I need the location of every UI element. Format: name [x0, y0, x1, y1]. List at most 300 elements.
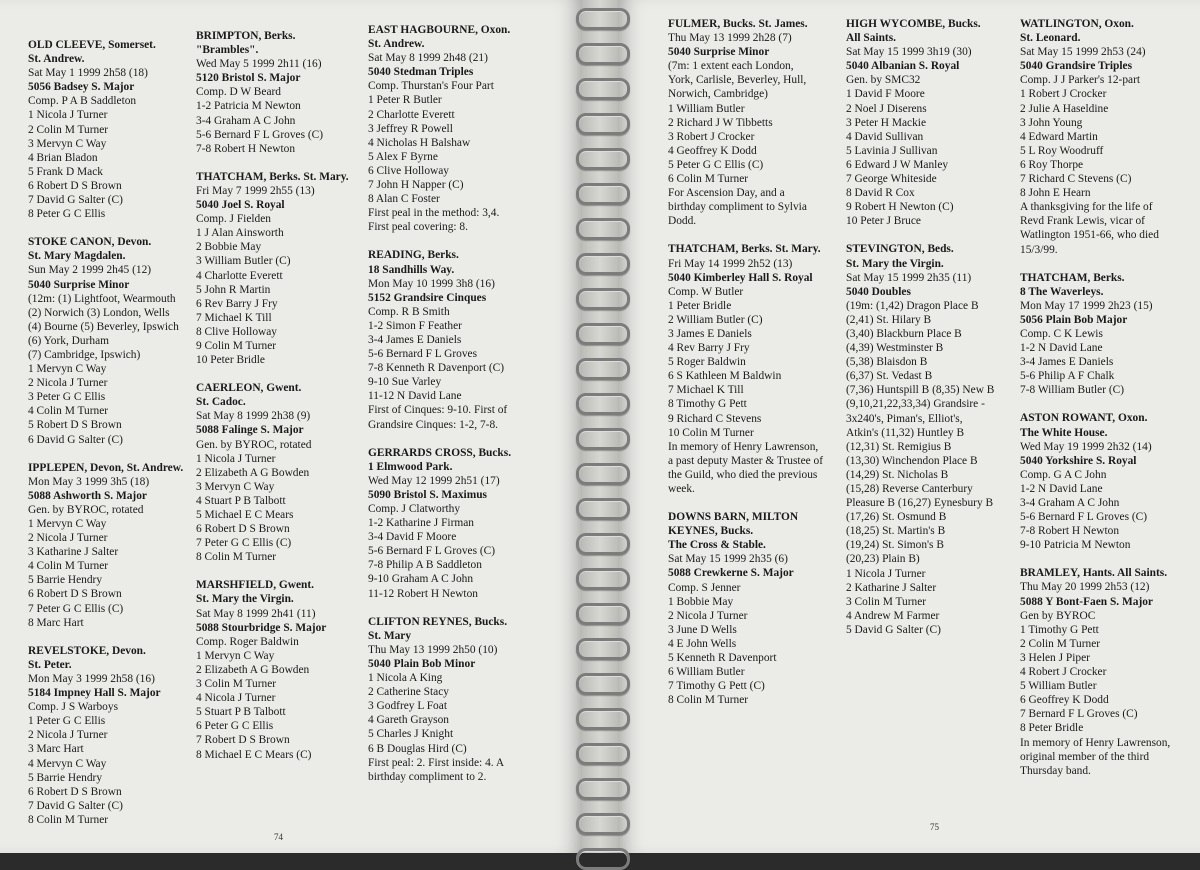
record-line: Wed May 5 1999 2h11 (16) — [196, 58, 322, 71]
record-line: 4 Charlotte Everett — [196, 269, 283, 282]
record-line: Mon May 10 1999 3h8 (16) — [368, 277, 495, 290]
record-line: 7 David G Salter (C) — [28, 194, 123, 207]
record-line: Sat May 15 1999 2h35 (6) — [668, 553, 788, 566]
record-line: 4 Andrew M Farmer — [846, 609, 940, 622]
record-line: 1 Peter G C Ellis — [28, 715, 106, 728]
record-line: Norwich, Cambridge) — [668, 88, 768, 101]
record-line: 8 Peter Bridle — [1020, 722, 1084, 735]
record-line: Wed May 19 1999 2h32 (14) — [1020, 440, 1152, 453]
record-place: KEYNES, Bucks. — [668, 525, 754, 538]
spiral-coil — [576, 358, 630, 380]
record-line: 5 David G Salter (C) — [846, 623, 941, 636]
record-line: 6 S Kathleen M Baldwin — [668, 370, 782, 383]
record-line: 4 Mervyn C Way — [28, 757, 107, 770]
record-line: 6 Colin M Turner — [668, 173, 749, 186]
record-line: 4 Geoffrey K Dodd — [668, 144, 757, 157]
record-line: 4 Stuart P B Talbott — [196, 494, 286, 507]
record-method: 5056 Plain Bob Major — [1020, 313, 1128, 326]
record-place: STEVINGTON, Beds. — [846, 243, 954, 256]
record-line: Thu May 20 1999 2h53 (12) — [1020, 581, 1150, 594]
record-place: IPPLEPEN, Devon, St. Andrew. — [28, 461, 184, 474]
peal-record — [1020, 411, 1195, 552]
record-line: 7-8 Robert H Newton — [196, 142, 296, 155]
record-place: St. Leonard. — [1020, 32, 1081, 45]
record-line: 8 Alan C Foster — [368, 193, 440, 206]
record-line: 2 Nicola J Turner — [668, 609, 748, 622]
record-line: 7-8 Philip A B Saddleton — [368, 559, 482, 572]
record-line: 3 Jeffrey R Powell — [368, 122, 453, 135]
record-place: The White House. — [1020, 426, 1108, 439]
peal-record — [196, 381, 366, 564]
page-number-right: 75 — [930, 822, 939, 832]
record-line: 2 Catherine Stacy — [368, 686, 449, 699]
record-line: (18,25) St. Martin's B — [846, 525, 946, 538]
record-line: 6 David G Salter (C) — [28, 433, 123, 446]
record-line: Gen. by BYROC, rotated — [28, 503, 144, 516]
record-line: 7 George Whiteside — [846, 173, 937, 186]
record-line: 6 William Butler — [668, 666, 745, 679]
record-place: THATCHAM, Berks. St. Mary. — [196, 170, 349, 183]
record-place: FULMER, Bucks. St. James. — [668, 18, 808, 30]
record-method: 5088 Stourbridge S. Major — [196, 621, 327, 634]
record-line: Grandsire Cinques: 1-2, 7-8. — [368, 418, 499, 431]
record-line: 5 Alex F Byrne — [368, 150, 438, 163]
record-line: 6 Peter G C Ellis — [196, 720, 274, 733]
record-line: 4 Gareth Grayson — [368, 714, 449, 727]
record-place: CAERLEON, Gwent. — [196, 382, 302, 395]
record-line: Comp. Roger Baldwin — [196, 635, 299, 648]
record-line: 5 William Butler — [1020, 680, 1097, 693]
record-line: 10 Peter Bridle — [196, 354, 265, 367]
record-place: REVELSTOKE, Devon. — [28, 644, 146, 657]
peal-record — [1020, 271, 1195, 398]
record-line: 1 Nicola J Turner — [28, 109, 108, 122]
record-place: CLIFTON REYNES, Bucks. — [368, 615, 508, 628]
record-line: 6 Geoffrey K Dodd — [1020, 694, 1109, 707]
record-line: Comp. J Clatworthy — [368, 503, 461, 515]
record-line: Thursday band. — [1020, 764, 1091, 777]
record-place: HIGH WYCOMBE, Bucks. — [846, 18, 981, 30]
record-line: 1 Mervyn C Way — [28, 518, 107, 530]
record-place: OLD CLEEVE, Somerset. — [28, 39, 156, 51]
spiral-coil — [576, 428, 630, 450]
record-line: 3 Helen J Piper — [1020, 651, 1090, 664]
record-line: 3 Godfrey L Foat — [368, 700, 447, 713]
record-line: (9,10,21,22,33,34) Grandsire - — [846, 398, 985, 411]
record-line: birthday compliment to Sylvia — [668, 201, 807, 214]
record-line: 7 Bernard F L Groves (C) — [1020, 708, 1138, 721]
record-line: Watlington 1951-66, who died — [1020, 229, 1159, 242]
record-line: (4) Bourne (5) Beverley, Ipswich — [28, 320, 179, 333]
record-line: 8 Colin M Turner — [28, 813, 109, 826]
record-line: birthday compliment to 2. — [368, 770, 487, 783]
record-line: week. — [668, 483, 695, 495]
record-place: BRIMPTON, Berks. — [196, 30, 296, 42]
record-line: 1 Bobbie May — [668, 595, 734, 608]
spiral-coil — [576, 288, 630, 310]
record-line: 5 L Roy Woodruff — [1020, 144, 1104, 157]
record-line: a past deputy Master & Trustee of — [668, 454, 824, 467]
record-line: 1-2 N David Lane — [1020, 482, 1103, 495]
record-line: Mon May 3 1999 3h5 (18) — [28, 475, 150, 488]
record-line: 6 Rev Barry J Fry — [196, 297, 278, 310]
record-line: 3 Colin M Turner — [196, 678, 277, 691]
record-line: (3,40) Blackburn Place B — [846, 327, 962, 340]
record-line: 6 B Douglas Hird (C) — [368, 742, 467, 755]
record-method: 5088 Falinge S. Major — [196, 424, 304, 437]
record-line: Comp. W Butler — [668, 285, 744, 298]
record-line: 1-2 N David Lane — [1020, 342, 1103, 355]
record-line: 5 Frank D Mack — [28, 165, 103, 178]
record-line: 3-4 Graham A C John — [196, 114, 296, 127]
record-line: Comp. S Jenner — [668, 581, 741, 594]
record-line: Sun May 2 1999 2h45 (12) — [28, 264, 152, 277]
record-line: (6) York, Durham — [28, 334, 109, 347]
record-line: 2 Nicola J Turner — [28, 377, 108, 390]
record-line: Sat May 8 1999 2h48 (21) — [368, 52, 488, 65]
peal-record — [28, 38, 193, 221]
record-line: Sat May 1 1999 2h58 (18) — [28, 67, 148, 80]
record-place: STOKE CANON, Devon. — [28, 236, 152, 249]
record-line: 3 Peter H Mackie — [846, 116, 927, 129]
record-line: 3 Mervyn C Way — [196, 480, 275, 493]
record-line: 5-6 Bernard F L Groves (C) — [1020, 511, 1148, 524]
peal-record — [196, 578, 366, 761]
record-line: 9 Robert H Newton (C) — [846, 201, 954, 214]
spiral-coil — [576, 253, 630, 275]
record-line: (20,23) Plain B) — [846, 553, 920, 566]
peal-record — [28, 235, 193, 446]
record-line: 2 Elizabeth A G Bowden — [196, 663, 310, 676]
record-line: 7 Robert D S Brown — [196, 734, 290, 747]
record-line: 5-6 Bernard F L Groves (C) — [368, 545, 496, 558]
peal-record — [1020, 17, 1195, 257]
record-line: 2 Nicola J Turner — [28, 532, 108, 545]
record-line: Sat May 8 1999 2h38 (9) — [196, 410, 311, 423]
record-line: 8 Marc Hart — [28, 616, 84, 629]
column-5 — [846, 17, 1018, 823]
record-line: 6 Robert D S Brown — [28, 785, 122, 798]
record-place: St. Mary the Virgin. — [196, 593, 294, 606]
record-method: 5088 Y Bont-Faen S. Major — [1020, 595, 1153, 608]
record-place: St. Mary the Virgin. — [846, 257, 944, 270]
record-line: 1 Robert J Crocker — [1020, 88, 1107, 101]
record-line: 1 Mervyn C Way — [28, 363, 107, 376]
record-line: (19,24) St. Simon's B — [846, 539, 944, 552]
record-line: 6 Robert D S Brown — [28, 588, 122, 601]
record-line: 2 Colin M Turner — [28, 123, 109, 136]
peal-record — [846, 17, 1018, 228]
record-line: Comp. R B Smith — [368, 305, 450, 318]
record-line: 10 Peter J Bruce — [846, 215, 921, 228]
spiral-coil — [576, 813, 630, 835]
record-line: 1 Mervyn C Way — [196, 649, 275, 662]
record-line: Comp. G A C John — [1020, 468, 1107, 481]
record-place: EAST HAGBOURNE, Oxon. — [368, 24, 511, 36]
record-line: 3 Peter G C Ellis — [28, 391, 106, 404]
record-line: 7-8 Robert H Newton — [1020, 525, 1120, 538]
record-line: 5-6 Philip A F Chalk — [1020, 370, 1115, 383]
record-line: 10 Colin M Turner — [668, 426, 754, 439]
record-line: (19m: (1,42) Dragon Place B — [846, 299, 979, 312]
peal-record — [668, 242, 840, 496]
spiral-coil — [576, 218, 630, 240]
record-place: St. Mary — [368, 629, 412, 642]
record-line: 7 David G Salter (C) — [28, 799, 123, 812]
record-line: (12,31) St. Remigius B — [846, 440, 952, 453]
record-line: 1 Nicola J Turner — [196, 452, 276, 465]
record-line: 5 Kenneth R Davenport — [668, 652, 777, 665]
record-method: 5090 Bristol S. Maximus — [368, 488, 487, 501]
record-line: 3 John Young — [1020, 116, 1083, 129]
record-method: 5040 Albanian S. Royal — [846, 60, 960, 73]
record-line: 5 Michael E C Mears — [196, 509, 294, 521]
spiral-coil — [576, 708, 630, 730]
record-line: 2 William Butler (C) — [668, 313, 763, 326]
record-line: 3-4 James E Daniels — [1020, 356, 1114, 369]
record-method: 5040 Plain Bob Minor — [368, 657, 476, 670]
spiral-coil — [576, 183, 630, 205]
record-line: 2 Noel J Diserens — [846, 102, 927, 115]
record-line: 1 David F Moore — [846, 88, 925, 101]
page-number-left: 74 — [274, 832, 283, 842]
record-line: 1-2 Patricia M Newton — [196, 100, 301, 113]
record-place: BRAMLEY, Hants. All Saints. — [1020, 567, 1168, 580]
record-method: 5040 Surprise Minor — [28, 278, 130, 291]
record-line: 3 James E Daniels — [668, 327, 752, 340]
record-line: 9-10 Patricia M Newton — [1020, 539, 1131, 552]
record-line: 4 David Sullivan — [846, 130, 924, 143]
record-line: Gen. by SMC32 — [846, 74, 921, 87]
record-line: Wed May 12 1999 2h51 (17) — [368, 474, 500, 487]
record-line: 5 John R Martin — [196, 283, 271, 296]
spiral-coil — [576, 533, 630, 555]
spiral-coil — [576, 568, 630, 590]
record-line: Pleasure B (16,27) Eynesbury B — [846, 497, 994, 510]
record-line: Revd Frank Lewis, vicar of — [1020, 215, 1145, 228]
spiral-coil — [576, 848, 630, 870]
peal-record — [1020, 566, 1195, 777]
record-line: First of Cinques: 9-10. First of — [368, 404, 508, 417]
record-line: 5 Roger Baldwin — [668, 356, 746, 369]
record-line: 2 Charlotte Everett — [368, 108, 455, 121]
record-line: 2 Nicola J Turner — [28, 729, 108, 742]
record-line: For Ascension Day, and a — [668, 187, 785, 200]
record-line: 9 Richard C Stevens — [668, 412, 762, 425]
record-line: 7 Richard C Stevens (C) — [1020, 173, 1132, 186]
record-line: 7 John H Napper (C) — [368, 179, 464, 192]
record-line: 7 Peter G C Ellis (C) — [28, 602, 124, 615]
record-line: First peal covering: 8. — [368, 221, 468, 234]
record-place: MARSHFIELD, Gwent. — [196, 579, 315, 592]
record-line: 1 Nicola J Turner — [846, 567, 926, 580]
record-line: 3 Colin M Turner — [846, 595, 927, 608]
record-line: 15/3/99. — [1020, 243, 1058, 256]
record-line: 4 Nicholas H Balshaw — [368, 136, 471, 149]
record-line: (2) Norwich (3) London, Wells — [28, 306, 170, 319]
record-place: WATLINGTON, Oxon. — [1020, 18, 1134, 30]
record-method: 5184 Impney Hall S. Major — [28, 687, 161, 700]
record-line: (14,29) St. Nicholas B — [846, 468, 949, 481]
record-line: 6 Robert D S Brown — [196, 523, 290, 536]
record-line: 6 Clive Holloway — [368, 164, 449, 177]
record-line: Sat May 8 1999 2h41 (11) — [196, 607, 316, 620]
record-line: 5 Robert D S Brown — [28, 419, 122, 432]
record-line: Dodd. — [668, 215, 697, 228]
spiral-coil — [576, 323, 630, 345]
record-line: 3-4 James E Daniels — [368, 333, 462, 346]
record-line: Comp. J S Warboys — [28, 701, 119, 714]
record-line: 4 Robert J Crocker — [1020, 666, 1107, 679]
record-place: 18 Sandhills Way. — [368, 263, 455, 276]
record-line: (17,26) St. Osmund B — [846, 511, 947, 524]
spiral-coil — [576, 673, 630, 695]
record-method: 5040 Yorkshire S. Royal — [1020, 454, 1137, 467]
record-line: 1 Nicola A King — [368, 672, 443, 685]
record-line: 3x240's, Piman's, Elliot's, — [846, 412, 963, 425]
record-place: DOWNS BARN, MILTON — [668, 511, 799, 524]
record-line: 5-6 Bernard F L Groves — [368, 348, 478, 361]
record-line: Sat May 15 1999 3h19 (30) — [846, 46, 972, 59]
record-line: 1-2 Simon F Feather — [368, 319, 462, 332]
record-place: GERRARDS CROSS, Bucks. — [368, 446, 512, 459]
record-line: Comp. J J Parker's 12-part — [1020, 74, 1141, 87]
record-line: 1 William Butler — [668, 102, 745, 115]
record-line: 1 Peter Bridle — [668, 299, 732, 312]
record-line: Sat May 15 1999 2h53 (24) — [1020, 46, 1146, 59]
record-line: Comp. D W Beard — [196, 86, 282, 99]
record-line: 6 Edward J W Manley — [846, 158, 949, 171]
spiral-coil — [576, 603, 630, 625]
record-method: 5040 Surprise Minor — [668, 46, 770, 59]
record-method: 5088 Crewkerne S. Major — [668, 567, 794, 580]
record-line: In memory of Henry Lawrenson, — [668, 440, 819, 453]
peal-record — [28, 644, 193, 827]
record-line: 3 William Butler (C) — [196, 255, 291, 268]
spiral-coil — [576, 78, 630, 100]
record-line: 4 Rev Barry J Fry — [668, 342, 750, 355]
record-place: THATCHAM, Berks. — [1020, 271, 1125, 284]
record-line: Comp. P A B Saddleton — [28, 95, 137, 108]
record-line: 3 Robert J Crocker — [668, 130, 755, 143]
record-place: "Brambles". — [196, 44, 259, 57]
record-line: Fri May 14 1999 2h52 (13) — [668, 257, 793, 270]
column-6 — [1020, 17, 1195, 823]
spiral-coil — [576, 113, 630, 135]
spiral-coil — [576, 638, 630, 660]
peal-record — [196, 170, 366, 367]
record-line: Mon May 3 1999 2h58 (16) — [28, 672, 155, 685]
record-line: 8 Michael E C Mears (C) — [196, 748, 312, 761]
record-line: Gen by BYROC — [1020, 609, 1096, 622]
record-line: 4 Nicola J Turner — [196, 692, 276, 705]
record-line: In memory of Henry Lawrenson, — [1020, 736, 1171, 749]
record-line: 3-4 Graham A C John — [1020, 497, 1120, 509]
record-line: Atkin's (11,32) Huntley B — [846, 426, 965, 439]
spiral-coil — [576, 498, 630, 520]
peal-record — [368, 446, 568, 601]
record-line: York, Carlisle, Beverley, Hull, — [668, 74, 807, 87]
record-method: 5056 Badsey S. Major — [28, 81, 135, 94]
record-line: 5 Barrie Hendry — [28, 771, 103, 784]
peal-record — [368, 23, 568, 234]
record-line: 8 John E Hearn — [1020, 187, 1091, 200]
record-place: READING, Berks. — [368, 249, 459, 262]
record-place: The Cross & Stable. — [668, 539, 766, 552]
record-line: 2 Colin M Turner — [1020, 637, 1101, 650]
spiral-coil — [576, 743, 630, 765]
record-place: ASTON ROWANT, Oxon. — [1020, 412, 1148, 425]
record-line: (13,30) Winchendon Place B — [846, 454, 978, 467]
record-method: 5040 Stedman Triples — [368, 66, 474, 79]
record-line: 2 Richard J W Tibbetts — [668, 116, 773, 129]
record-line: A thanksgiving for the life of — [1020, 201, 1153, 214]
record-line: Thu May 13 1999 2h28 (7) — [668, 32, 792, 45]
record-line: (7m: 1 extent each London, — [668, 60, 794, 73]
record-line: 5 Lavinia J Sullivan — [846, 144, 938, 157]
record-line: 4 E John Wells — [668, 637, 737, 650]
record-line: 9-10 Sue Varley — [368, 376, 442, 389]
spiral-coil — [576, 463, 630, 485]
record-place: St. Peter. — [28, 658, 72, 671]
record-line: (5,38) Blaisdon B — [846, 356, 928, 369]
record-method: 5040 Kimberley Hall S. Royal — [668, 271, 813, 284]
record-line: 6 Robert D S Brown — [28, 179, 122, 192]
record-line: 2 Bobbie May — [196, 241, 262, 254]
record-line: the Guild, who died the previous — [668, 468, 818, 481]
record-line: 2 Katharine J Salter — [846, 581, 937, 594]
record-line: 8 Timothy G Pett — [668, 398, 747, 411]
record-line: 1 Peter R Butler — [368, 94, 442, 107]
record-line: 3 Katharine J Salter — [28, 546, 119, 559]
record-line: Gen. by BYROC, rotated — [196, 438, 312, 451]
record-line: 8 Colin M Turner — [668, 694, 749, 707]
record-line: (6,37) St. Vedast B — [846, 370, 933, 383]
record-place: 1 Elmwood Park. — [368, 460, 453, 473]
spiral-coil — [576, 8, 630, 30]
record-method: 5088 Ashworth S. Major — [28, 489, 147, 502]
column-2 — [196, 29, 366, 823]
record-line: 1 Timothy G Pett — [1020, 623, 1099, 636]
record-line: 2 Elizabeth A G Bowden — [196, 466, 310, 479]
record-line: (7) Cambridge, Ipswich) — [28, 348, 141, 361]
record-place: THATCHAM, Berks. St. Mary. — [668, 243, 821, 256]
record-line: (2,41) St. Hilary B — [846, 313, 932, 326]
peal-record — [28, 461, 193, 630]
peal-record — [196, 29, 366, 156]
spiral-coil — [576, 43, 630, 65]
record-line: (15,28) Reverse Canterbury — [846, 483, 973, 495]
record-line: Comp. Thurstan's Four Part — [368, 80, 494, 93]
record-line: 5 Charles J Knight — [368, 728, 454, 741]
record-line: 3 June D Wells — [668, 623, 737, 636]
spiral-coil — [576, 778, 630, 800]
record-line: 2 Julie A Haseldine — [1020, 102, 1109, 115]
record-line: 8 David R Cox — [846, 187, 915, 200]
record-line: (12m: (1) Lightfoot, Wearmouth — [28, 292, 176, 305]
record-line: 5 Stuart P B Talbott — [196, 706, 286, 719]
peal-record — [368, 615, 568, 784]
spiral-coil — [576, 393, 630, 415]
record-place: St. Cadoc. — [196, 396, 246, 409]
record-line: 5 Barrie Hendry — [28, 574, 103, 587]
record-line: 5 Peter G C Ellis (C) — [668, 158, 764, 171]
record-place: St. Andrew. — [368, 38, 425, 51]
record-line: (7,36) Huntspill B (8,35) New B — [846, 384, 995, 397]
record-line: 9 Colin M Turner — [196, 339, 277, 352]
record-line: 7 Michael K Till — [668, 384, 744, 397]
record-line: 8 Clive Holloway — [196, 325, 277, 338]
